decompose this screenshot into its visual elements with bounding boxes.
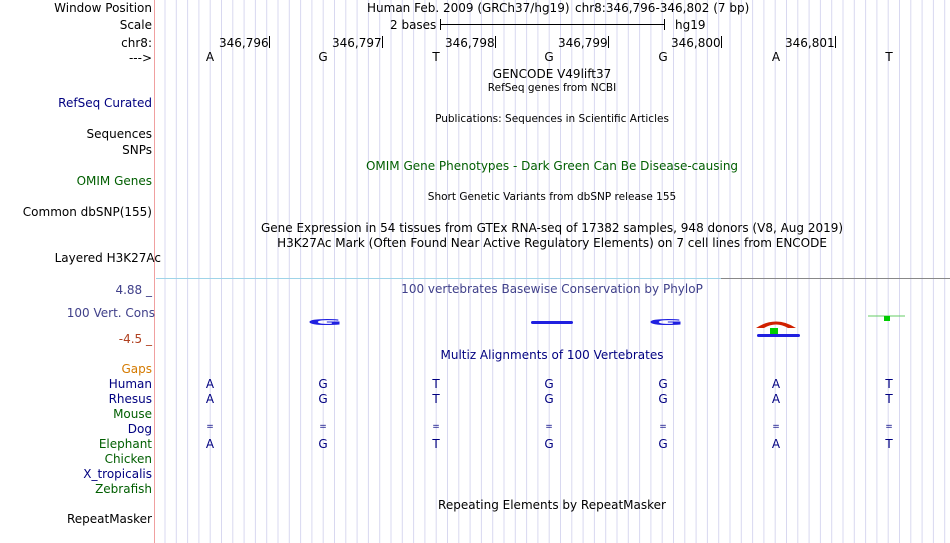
phylop-logo-a-red — [756, 322, 796, 329]
cons-min-label: -4.5 _ — [118, 332, 152, 346]
alignment-base: = — [659, 422, 667, 432]
ruler-position-label: 346,800 — [671, 36, 721, 50]
layered-h3k27ac-label[interactable]: Layered H3K27Ac — [54, 251, 161, 265]
ruler-tick — [721, 36, 722, 48]
phylop-logo-a-green — [770, 328, 778, 334]
conservation-zero-line — [156, 278, 721, 279]
alignment-base: G — [658, 392, 668, 406]
species-label-rhesus[interactable]: Rhesus — [108, 392, 152, 406]
ruler-position-label: 346,798 — [445, 36, 495, 50]
reference-base: T — [432, 50, 440, 64]
refseq-track-desc[interactable]: RefSeq genes from NCBI — [487, 82, 617, 94]
reference-base: G — [318, 50, 328, 64]
ruler-position-label: 346,799 — [558, 36, 608, 50]
phylop-logo-a-blue — [757, 334, 800, 337]
assembly-title: Human Feb. 2009 (GRCh37/hg19) — [367, 1, 570, 15]
chr-label: chr8: — [121, 36, 152, 50]
position-readout: chr8:346,796-346,802 (7 bp) — [575, 1, 750, 15]
alignment-base: G — [318, 437, 328, 451]
alignment-base: G — [318, 392, 328, 406]
gtex-track-desc[interactable]: Gene Expression in 54 tissues from GTEx RNA-seq of 17382 samples, 948 donors (V8, Aug 2019) — [260, 221, 844, 235]
alignment-base: A — [205, 377, 215, 391]
left-label-divider — [154, 0, 155, 543]
ruler-tick — [269, 36, 270, 48]
alignment-base: A — [771, 392, 781, 406]
phylop-logo-g1: G — [307, 317, 343, 328]
omim-genes-label[interactable]: OMIM Genes — [76, 174, 152, 188]
species-label-human[interactable]: Human — [108, 377, 152, 391]
snps-label[interactable]: SNPs — [122, 143, 152, 157]
alignment-base: = — [885, 422, 893, 432]
alignment-base: T — [432, 377, 440, 391]
alignment-base: G — [544, 377, 554, 391]
publications-track-desc[interactable]: Publications: Sequences in Scientific Articles — [435, 113, 669, 125]
alignment-base: T — [432, 437, 440, 451]
alignment-base: G — [544, 437, 554, 451]
scale-bar — [440, 24, 665, 25]
reference-base: T — [885, 50, 893, 64]
alignment-base: A — [771, 377, 781, 391]
ruler-tick — [608, 36, 609, 48]
alignment-base: T — [885, 377, 893, 391]
alignment-base: A — [205, 392, 215, 406]
ruler-position-label: 346,801 — [785, 36, 835, 50]
alignment-base: = — [319, 422, 327, 432]
multiz-track-desc[interactable]: Multiz Alignments of 100 Vertebrates — [440, 348, 664, 362]
phylop-logo-g3: G — [648, 317, 684, 328]
species-label-mouse[interactable]: Mouse — [113, 407, 152, 421]
species-label-dog[interactable]: Dog — [127, 422, 152, 436]
reference-base: A — [771, 50, 781, 64]
refseq-curated-label[interactable]: RefSeq Curated — [58, 96, 152, 110]
alignment-base: T — [885, 437, 893, 451]
scale-bar-left-tick — [440, 19, 441, 30]
species-label-zebrafish[interactable]: Zebrafish — [95, 482, 152, 496]
alignment-base: G — [318, 377, 328, 391]
strand-label: ---> — [128, 51, 152, 65]
alignment-base: G — [658, 437, 668, 451]
scale-text: 2 bases — [390, 18, 437, 32]
phylop-conservation-plot — [0, 305, 950, 340]
ruler-tick — [382, 36, 383, 48]
alignment-base: A — [771, 437, 781, 451]
window-position-label: Window Position — [54, 1, 152, 15]
scale-bar-right-tick — [664, 19, 665, 30]
repeatmasker-label[interactable]: RepeatMasker — [66, 512, 152, 526]
alignment-base: T — [885, 392, 893, 406]
alignment-base: G — [658, 377, 668, 391]
species-label-elephant[interactable]: Elephant — [98, 437, 152, 451]
common-dbsnp-label[interactable]: Common dbSNP(155) — [22, 205, 152, 219]
ruler-position-label: 346,796 — [219, 36, 269, 50]
gaps-label[interactable]: Gaps — [121, 362, 152, 376]
phylop-logo-t-green — [884, 316, 890, 321]
omim-track-desc[interactable]: OMIM Gene Phenotypes - Dark Green Can Be Disease-causing — [365, 159, 739, 173]
h3k27ac-track-desc[interactable]: H3K27Ac Mark (Often Found Near Active Regulatory Elements) on 7 cell lines from ENCODE — [277, 236, 827, 250]
dbsnp-track-desc[interactable]: Short Genetic Variants from dbSNP release 155 — [427, 191, 677, 203]
ruler-tick — [835, 36, 836, 48]
phylop-logo-g2 — [531, 321, 573, 324]
cons-max-label: 4.88 _ — [115, 283, 152, 297]
species-label-x_tropicalis[interactable]: X_tropicalis — [83, 467, 152, 481]
ruler-position-label: 346,797 — [332, 36, 382, 50]
ruler-tick — [495, 36, 496, 48]
scale-label: Scale — [119, 18, 152, 32]
alignment-base: T — [432, 392, 440, 406]
alignment-base: A — [205, 437, 215, 451]
alignment-base: = — [206, 422, 214, 432]
reference-base: G — [544, 50, 554, 64]
alignment-base: = — [545, 422, 553, 432]
reference-base: G — [658, 50, 668, 64]
vert-cons-label[interactable]: 100 Vert. Cons — [66, 306, 155, 320]
conservation-zero-line-gray — [721, 278, 950, 279]
alignment-base: = — [772, 422, 780, 432]
reference-base: A — [205, 50, 215, 64]
alignment-base: G — [544, 392, 554, 406]
repeatmasker-track-desc[interactable]: Repeating Elements by RepeatMasker — [438, 498, 666, 512]
sequences-label[interactable]: Sequences — [86, 127, 152, 141]
species-label-chicken[interactable]: Chicken — [104, 452, 152, 466]
gencode-track-title[interactable]: GENCODE V49lift37 — [492, 67, 612, 81]
scale-db: hg19 — [675, 18, 706, 32]
alignment-base: = — [432, 422, 440, 432]
phylop-track-desc[interactable]: 100 vertebrates Basewise Conservation by PhyloP — [401, 282, 703, 296]
